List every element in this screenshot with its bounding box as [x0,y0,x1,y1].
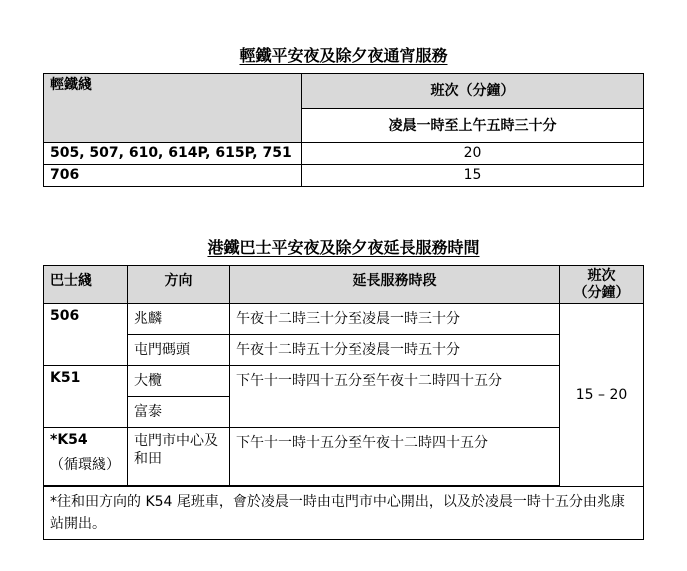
frequency-cell: 20 [302,143,644,165]
period-cell: 午夜十二時三十分至凌晨一時三十分 [230,304,560,335]
direction-cell: 富泰 [128,397,230,428]
section1-title: 輕鐵平安夜及除夕夜通宵服務 [239,46,448,65]
route-k54-label: *K54 [50,432,88,448]
route-k51: K51 [44,366,128,428]
header-period: 延長服務時段 [230,266,560,304]
header-direction: 方向 [128,266,230,304]
header-frequency: 班次（分鐘） [302,74,644,109]
bus-frequency: 15 – 20 [560,304,644,487]
period-cell: 午夜十二時五十分至凌晨一時五十分 [230,335,560,366]
period-cell: 下午十一時十五分至午夜十二時四十五分 [230,428,560,486]
header-frequency-period: 凌晨一時至上午五時三十分 [302,108,644,143]
direction-cell: 屯門市中心及和田 [128,428,230,486]
header-frequency-line1: 班次 [587,268,616,284]
route-cell: 706 [44,165,302,187]
route-k54 [44,428,128,486]
direction-cell: 兆麟 [128,304,230,335]
header-frequency-line2: （分鐘） [573,285,630,301]
frequency-cell: 15 [302,165,644,187]
header-bus-route: 巴士綫 [44,266,128,304]
header-route: 輕鐵綫 [44,74,302,143]
route-k54-sub: （循環綫） [50,457,120,473]
route-506: 506 [44,304,128,366]
footnote: *往和田方向的 K54 尾班車，會於凌晨一時由屯門市中心開出，以及於凌晨一時十五分由兆康站開出。 [44,487,644,540]
direction-cell: 大欖 [128,366,230,397]
header-frequency [560,266,644,304]
bus-table [43,265,644,540]
section2-title: 港鐵巴士平安夜及除夕夜延長服務時間 [207,238,480,257]
period-cell: 下午十一時四十五分至午夜十二時四十五分 [230,366,560,428]
light-rail-table [43,73,644,187]
direction-cell: 屯門碼頭 [128,335,230,366]
route-cell: 505, 507, 610, 614P, 615P, 751 [44,143,302,165]
